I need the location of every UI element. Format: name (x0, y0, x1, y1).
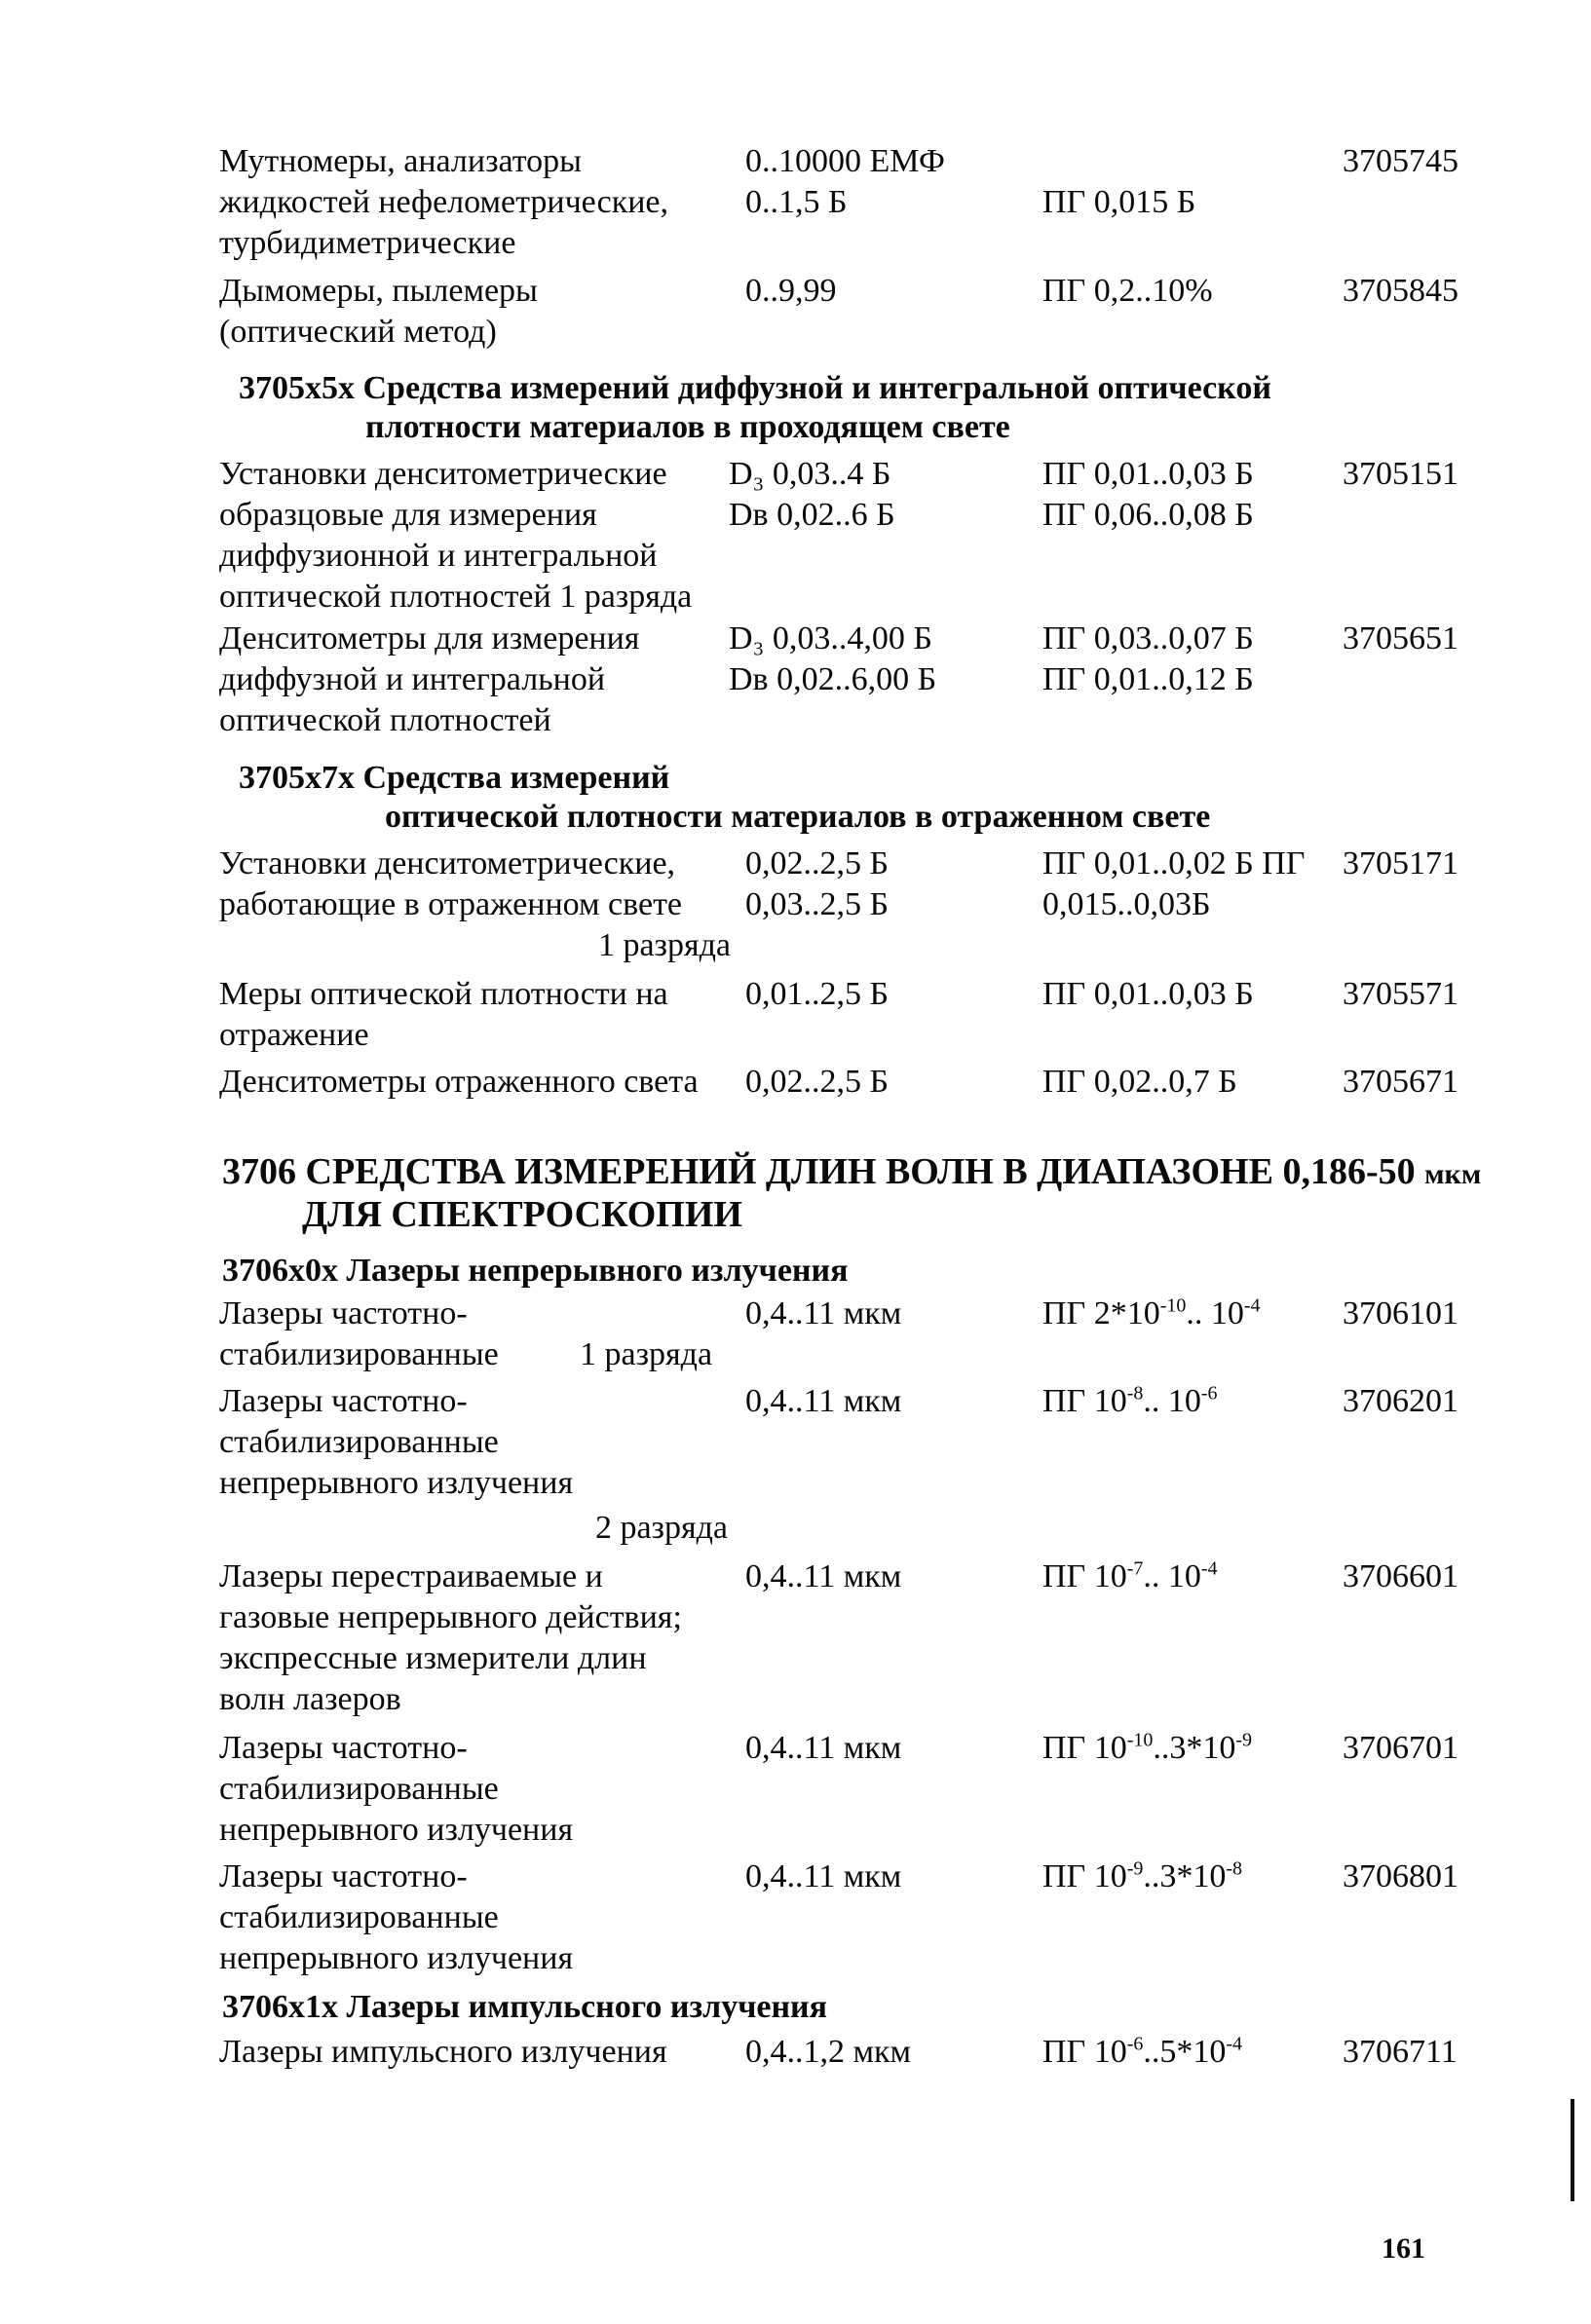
section-heading: 3705x7x Средства измерений (239, 760, 670, 796)
section-heading: 3705x5x Средства измерений диффузной и интегральной оптической (239, 370, 1271, 406)
item-name-line: Лазеры частотно- (219, 1383, 468, 1419)
item-name-line: Лазеры частотно- (219, 1858, 468, 1894)
error-value: ПГ $10^{-7}$.. $10^{-4}$ (1042, 1557, 1218, 1594)
error-value: ПГ 0,03..0,07 Б (1042, 620, 1254, 656)
error-value: ПГ $10^{-10}..3*10^{-9}$ (1042, 1729, 1253, 1766)
error-value: ПГ $10^{-6}..5*10^{-4}$ (1042, 2033, 1243, 2070)
code-value: 3706801 (1343, 1858, 1458, 1894)
item-name-line: Установки денситометрические, (219, 845, 676, 881)
item-name-line: Лазеры частотно- (219, 1295, 468, 1331)
item-name-line: газовые непрерывного действия; (219, 1599, 682, 1635)
item-name-line: Денситометры отраженного света (219, 1064, 699, 1100)
code-value: 3705671 (1343, 1064, 1458, 1100)
error-value: 0,015..0,03Б (1042, 886, 1211, 922)
code-value: 3706701 (1343, 1730, 1458, 1766)
item-name-line: 1 разряда (580, 1336, 713, 1372)
chapter-heading-text: 3706 СРЕДСТВА ИЗМЕРЕНИЙ ДЛИН ВОЛН В ДИАПАЗОНЕ 0,186-50 (222, 1151, 1416, 1192)
range-value: 0..9,99 (745, 273, 837, 309)
item-name-line: диффузионной и интегральной (219, 538, 658, 574)
code-value: 3705745 (1343, 143, 1458, 179)
code-value: 3706711 (1343, 2034, 1458, 2070)
item-name-line: 2 разряда (594, 1510, 728, 1546)
item-name-line: стабилизированные (219, 1899, 499, 1935)
item-name-line: турбидиметрические (219, 225, 516, 261)
range-value: 0,02..2,5 Б (745, 845, 890, 881)
code-value: 3706601 (1343, 1558, 1458, 1594)
item-name-line: стабилизированные (219, 1771, 499, 1807)
item-name-line: Денситометры для измерения (219, 620, 640, 656)
range-value: 0,03..2,5 Б (745, 886, 890, 922)
range-value: Dв 0,02..6 Б (729, 497, 895, 533)
range-value: 0..1,5 Б (745, 184, 848, 220)
item-name-line: диффузной и интегральной (219, 661, 606, 697)
error-value: ПГ 0,01..0,12 Б (1042, 661, 1254, 697)
error-value: ПГ 0,01..0,02 Б ПГ (1042, 845, 1306, 881)
item-name-line: Установки денситометрические (219, 456, 667, 492)
item-name-line: 1 разряда (597, 927, 731, 963)
page-number: 161 (1382, 2232, 1425, 2265)
chapter-heading-cont: ДЛЯ СПЕКТРОСКОПИИ (302, 1194, 742, 1235)
error-value: ПГ 0,015 Б (1042, 184, 1196, 220)
code-value: 3706201 (1343, 1383, 1458, 1419)
scan-edge-mark (1571, 2099, 1574, 2201)
range-value: 0,4..11 мкм (745, 1858, 902, 1894)
range-value: D₃ 0,03..4,00 Б (729, 620, 932, 656)
error-value: ПГ 0,01..0,03 Б (1042, 456, 1254, 492)
item-name-line: (оптический метод) (219, 314, 497, 350)
item-name-line: Лазеры импульсного излучения (219, 2034, 667, 2070)
item-name-line: Дымомеры, пылемеры (219, 273, 538, 309)
item-name-line: непрерывного излучения (219, 1465, 574, 1501)
error-value: ПГ 0,01..0,03 Б (1042, 976, 1254, 1012)
error-value: ПГ $10^{-9}..3*10^{-8}$ (1042, 1857, 1243, 1894)
code-value: 3705651 (1343, 620, 1458, 656)
error-value: ПГ 0,02..0,7 Б (1042, 1064, 1237, 1100)
range-value: 0,4..11 мкм (745, 1383, 902, 1419)
item-name-line: непрерывного излучения (219, 1940, 574, 1976)
code-value: 3705171 (1343, 845, 1458, 881)
item-name-line: Меры оптической плотности на (219, 976, 668, 1012)
section-heading: 3706x0x Лазеры непрерывного излучения (222, 1253, 849, 1289)
code-value: 3706101 (1343, 1295, 1458, 1331)
range-value: 0,4..11 мкм (745, 1558, 902, 1594)
section-heading-cont: оптической плотности материалов в отраженном свете (385, 799, 1211, 835)
item-name-line: Лазеры частотно- (219, 1730, 468, 1766)
section-heading-cont: плотности материалов в проходящем свете (365, 409, 1010, 445)
range-value: Dв 0,02..6,00 Б (729, 661, 937, 697)
item-name-line: оптической плотностей (219, 702, 551, 738)
item-name-line: волн лазеров (219, 1681, 401, 1717)
item-name-line: Лазеры перестраиваемые и (219, 1558, 603, 1594)
range-value: 0,01..2,5 Б (745, 976, 890, 1012)
code-value: 3705571 (1343, 976, 1458, 1012)
chapter-heading-unit: мкм (1424, 1158, 1482, 1190)
error-value: ПГ 0,06..0,08 Б (1042, 497, 1254, 533)
section-heading: 3706x1x Лазеры импульсного излучения (222, 1989, 828, 2025)
range-value: 0..10000 ЕМФ (745, 143, 945, 179)
range-value: D₃ 0,03..4 Б (729, 456, 891, 492)
item-name-line: экспрессные измерители длин (219, 1640, 647, 1676)
item-name-line: отражение (219, 1017, 369, 1053)
range-value: 0,4..11 мкм (745, 1295, 902, 1331)
chapter-heading (222, 1149, 1481, 1197)
range-value: 0,4..1,2 мкм (745, 2034, 912, 2070)
item-name-line: образцовые для измерения (219, 497, 597, 533)
error-value: ПГ $2*10^{-10}$.. $10^{-4}$ (1042, 1294, 1261, 1331)
range-value: 0,4..11 мкм (745, 1730, 902, 1766)
code-value: 3705845 (1343, 273, 1458, 309)
error-value: ПГ 0,2..10% (1042, 273, 1213, 309)
item-name-line: жидкостей нефелометрические, (219, 184, 669, 220)
item-name-line: работающие в отраженном свете (219, 886, 683, 922)
item-name-line: стабилизированные (219, 1424, 499, 1460)
item-name-line: оптической плотностей 1 разряда (219, 579, 693, 615)
range-value: 0,02..2,5 Б (745, 1064, 890, 1100)
item-name-line: Мутномеры, анализаторы (219, 143, 582, 179)
item-name-line: стабилизированные (219, 1336, 499, 1372)
item-name-line: непрерывного излучения (219, 1812, 574, 1848)
error-value: ПГ $10^{-8}$.. $10^{-6}$ (1042, 1382, 1218, 1419)
code-value: 3705151 (1343, 456, 1458, 492)
